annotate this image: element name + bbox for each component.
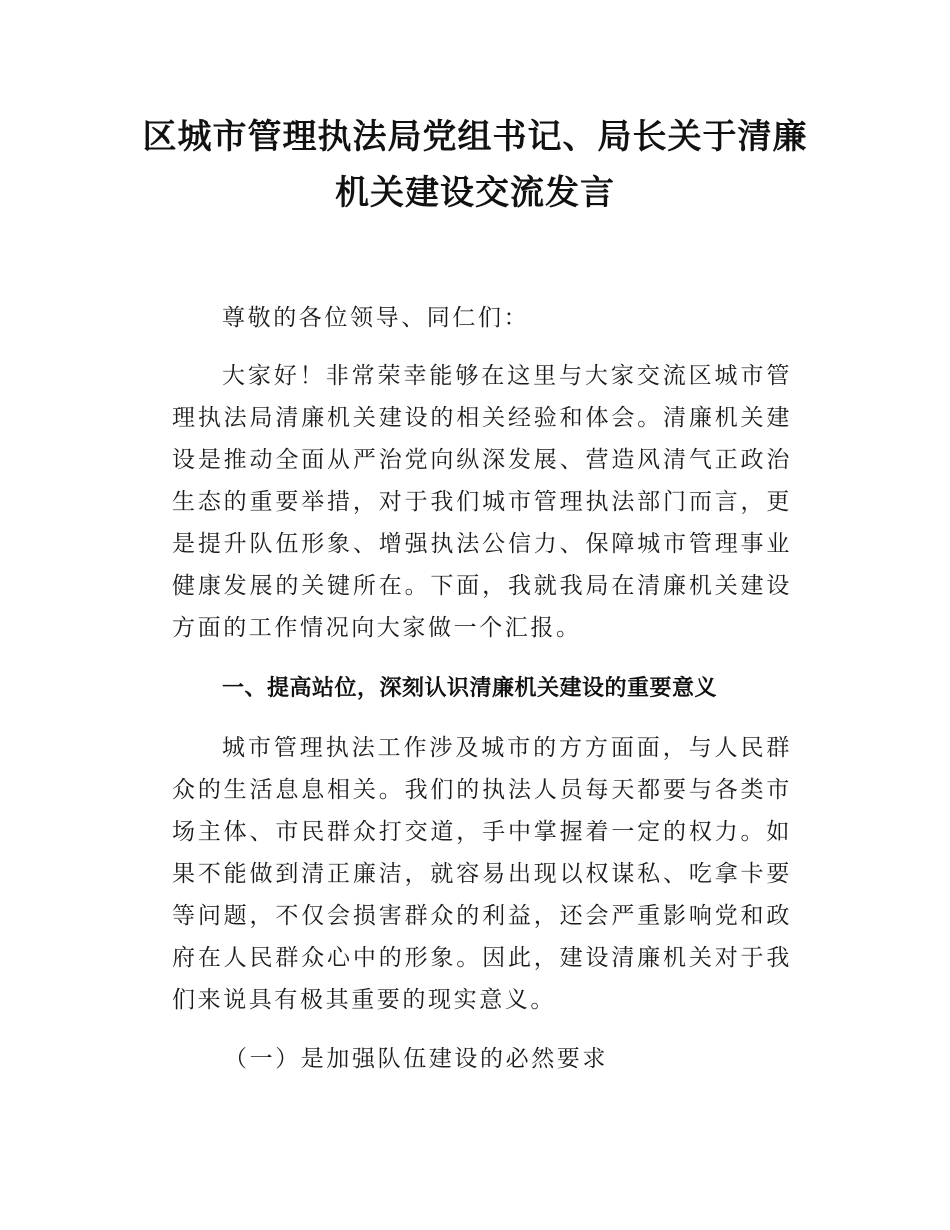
document-title-line-1: 区城市管理执法局党组书记、局长关于清廉 xyxy=(142,117,808,157)
subsection-heading-1: （一）是加强队伍建设的必然要求 xyxy=(224,1046,608,1072)
document-title-line-2: 机关建设交流发言 xyxy=(335,173,615,213)
section-1-paragraph: 城市管理执法工作涉及城市的方方面面，与人民群众的生活息息相关。我们的执法人员每天都要与各类市场主体、市民群众打交道，手中掌握着一定的权力。如果不能做到清正廉洁，就容易出现以权谋私、吃拿卡要等问题，不仅会损害群众的利益，还会严重影响党和政府在人民群众心中的形象。因此，建设清廉机关对于我们来说具有极其重要的现实意义。 xyxy=(172,735,792,1013)
opening-paragraph: 大家好！非常荣幸能够在这里与大家交流区城市管理执法局清廉机关建设的相关经验和体会。清廉机关建设是推动全面从严治党向纵深发展、营造风清气正政治生态的重要举措，对于我们城市管理执法部门而言，更是提升队伍形象、增强执法公信力、保障城市管理事业健康发展的关键所在。下面，我就我局在清廉机关建设方面的工作情况向大家做一个汇报。 xyxy=(172,363,792,641)
section-heading-1: 一、提高站位，深刻认识清廉机关建设的重要意义 xyxy=(222,676,718,701)
salutation: 尊敬的各位领导、同仁们： xyxy=(222,305,530,331)
